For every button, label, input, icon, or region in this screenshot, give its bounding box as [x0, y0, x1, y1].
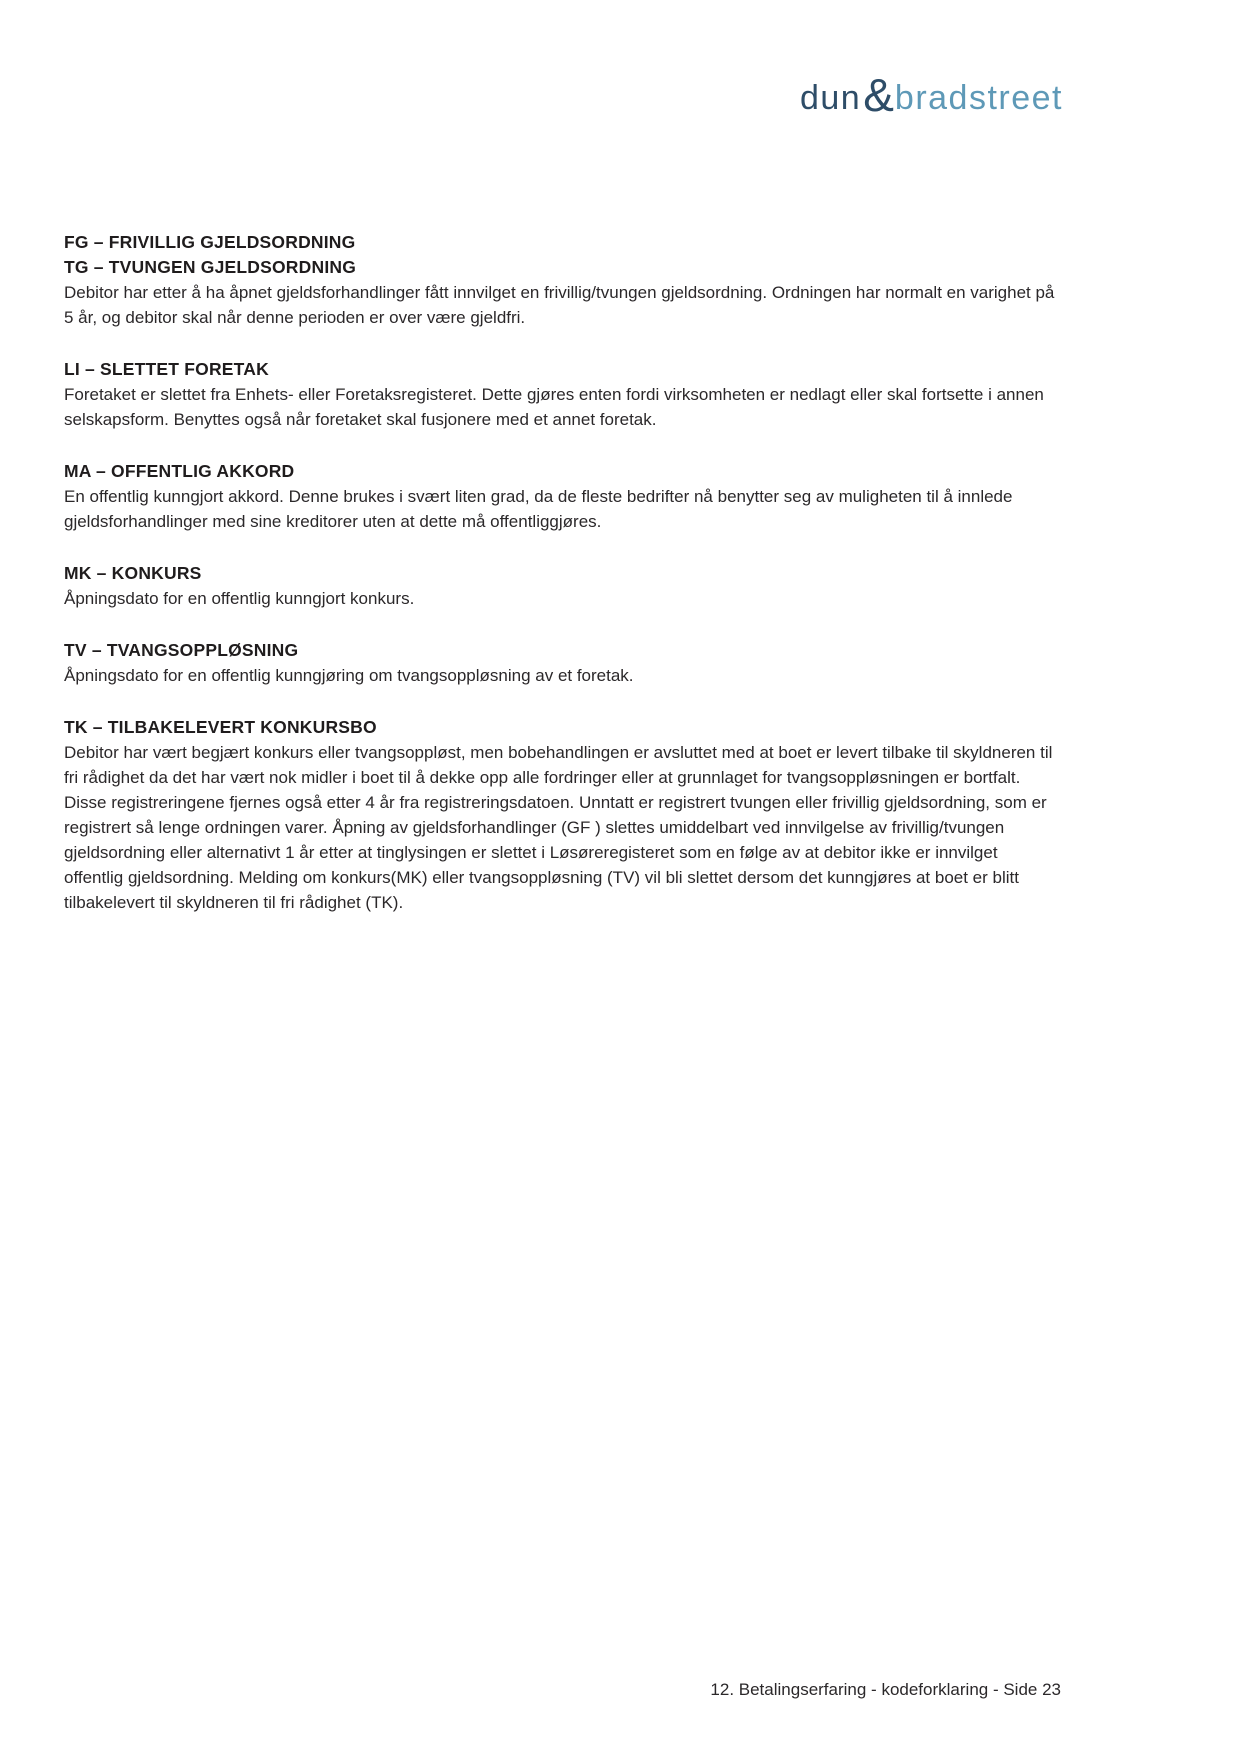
section-heading: TV – TVANGSOPPLØSNING [64, 640, 299, 660]
section-tv [64, 638, 1059, 688]
section-heading: TK – TILBAKELEVERT KONKURSBO [64, 717, 377, 737]
section-heading: TG – TVUNGEN GJELDSORDNING [64, 257, 357, 277]
section-body: Åpningsdato for en offentlig kunngjort konkurs. [64, 589, 415, 608]
dun-bradstreet-logo [799, 69, 1063, 125]
logo-text-dun: dun [799, 79, 862, 117]
section-heading: MA – OFFENTLIG AKKORD [64, 461, 295, 481]
section-body: Foretaket er slettet fra Enhets- eller Foretaksregisteret. Dette gjøres enten fordi virksomheten er nedlagt eller skal fortsette i annen selskapsform. Benyttes også når foretaket skal fusjonere med et annet foretak. [64, 385, 1044, 429]
section-li [64, 357, 1059, 432]
section-tk [64, 715, 1059, 915]
section-body: Debitor har etter å ha åpnet gjeldsforhandlinger fått innvilget en frivillig/tvungen gjeldsordning. Ordningen har normalt en varighet på 5 år, og debitor skal når denne perioden er over være gjeldfri. [64, 283, 1055, 327]
section-heading: MK – KONKURS [64, 563, 202, 583]
section-heading: LI – SLETTET FORETAK [64, 359, 269, 379]
section-body: En offentlig kunngjort akkord. Denne brukes i svært liten grad, da de fleste bedrifter nå benytter seg av muligheten til å innlede gjeldsforhandlinger med sine kreditorer uten at dette må offentliggjøres. [64, 487, 1013, 531]
section-fg-tg [64, 230, 1059, 330]
section-mk [64, 561, 1059, 611]
ampersand-icon: & [863, 69, 894, 121]
section-body: Åpningsdato for en offentlig kunngjøring om tvangsoppløsning av et foretak. [64, 666, 634, 685]
section-ma [64, 459, 1059, 534]
document-body [64, 230, 1059, 942]
section-heading: FG – FRIVILLIG GJELDSORDNING [64, 232, 356, 252]
section-body: Debitor har vært begjært konkurs eller tvangsoppløst, men bobehandlingen er avsluttet med at boet er levert tilbake til skyldneren til fri rådighet da det har vært nok midler i boet til å dekke opp alle fordringer eller at grunnlaget for tvangsoppløsningen er bortfalt. Disse registreringene fjernes også etter 4 år fra registreringsdatoen. Unntatt er registrert tvungen eller frivillig gjeldsordning, som er registrert så lenge ordningen varer. Åpning av gjeldsforhandlinger (GF ) slettes umiddelbart ved innvilgelse av frivillig/tvungen gjeldsordning eller alternativt 1 år etter at tinglysingen er slettet i Løsøreregisteret som en følge av at debitor ikke er innvilget offentlig gjeldsordning. Melding om konkurs(MK) eller tvangsoppløsning (TV) vil bli slettet dersom det kunngjøres at boet er blitt tilbakelevert til skyldneren til fri rådighet (TK). [64, 743, 1053, 912]
logo-text-bradstreet: bradstreet [894, 79, 1063, 117]
page-footer: 12. Betalingserfaring - kodeforklaring - Side 23 [710, 1680, 1061, 1699]
